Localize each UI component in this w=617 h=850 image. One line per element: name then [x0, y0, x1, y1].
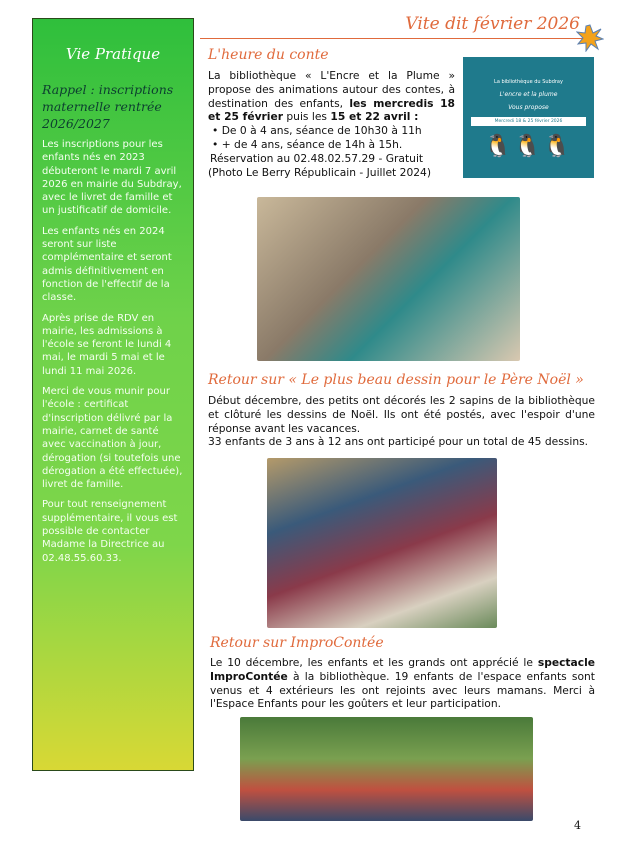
bullet: • De 0 à 4 ans, séance de 10h30 à 11h: [212, 124, 455, 138]
sidebar-paragraph: Pour tout renseignement supplémentaire, il vous est possible de contacter Madame la Directrice au 02.48.55.60.33.: [42, 499, 178, 564]
dessin-title: Retour sur « Le plus beau dessin pour le Père Noël »: [208, 372, 584, 388]
sidebar-paragraph: Les enfants nés en 2024 seront sur liste complémentaire et seront admis définitivement en fonction de l'effectif de la classe.: [42, 225, 172, 304]
drawings-photo: [267, 458, 497, 628]
sidebar-vie-pratique: [32, 18, 194, 771]
impro-title: Retour sur ImproContée: [210, 635, 384, 651]
sun-icon: [576, 24, 604, 52]
storytime-photo: [257, 197, 520, 361]
sidebar-paragraph: Après prise de RDV en mairie, les admissions à l'école se feront le lundi 4 mai, le mardi 5 mai et le lundi 11 mai 2026.: [42, 312, 172, 377]
sidebar-subtitle: Rappel : inscriptions maternelle rentrée 2026/2027: [42, 82, 174, 131]
sidebar-paragraph: Les inscriptions pour les enfants nés en 2023 débuteront le mardi 7 avril 2026 en mairie du Subdray, avec le livret de famille et un justificatif de domicile.: [42, 139, 182, 217]
improcontee-photo: [240, 717, 533, 821]
conte-title: L'heure du conte: [208, 47, 329, 63]
page-header-title: Vite dit février 2026: [405, 14, 580, 34]
sidebar-title: Vie Pratique: [65, 45, 161, 63]
header-divider: [200, 38, 585, 39]
dessin-text: Début décembre, des petits ont décorés les 2 sapins de la bibliothèque et clôturé les dessins de Noël. Ils ont été postés, avec l'espoir d'une réponse avant les vacances. 33 enfants de 3 ans à 12 ans ont participé pour un total de 45 dessins.: [208, 394, 595, 449]
impro-text: Le 10 décembre, les enfants et les grands ont apprécié le spectacle ImproContée à la bibliothèque. 19 enfants de l'espace enfants sont venus et 4 extérieurs les ont rejoints avec leurs mamans. Merci à l'Espace Enfants pour les goûters et leur participation.: [210, 656, 595, 711]
sidebar-paragraph: Merci de vous munir pour l'école : certificat d'inscription délivré par la mairie, carnet de santé avec vaccination à jour, dérogation (si toutefois une dérogation a été effectuée), livret de famille.: [42, 386, 183, 491]
storytime-poster: La bibliothèque du Subdray L'encre et la plume Vous propose Mercredi 18 & 25 février 2026 🐧🐧🐧: [463, 57, 594, 178]
penguins-icon: 🐧🐧🐧: [484, 134, 573, 159]
page-number: 4: [574, 819, 581, 832]
bullet: • + de 4 ans, séance de 14h à 15h.: [212, 138, 455, 152]
conte-text: La bibliothèque « L'Encre et la Plume » propose des animations autour des contes, à destination des enfants, les mercredis 18 et 25 février puis les 15 et 22 avril : • De 0 à 4 ans, séance de 10h30 à 11h • + de 4 ans, séance de 14h à 15h. Réservation au 02.48.02.57.29 - Gratuit (Photo Le Berry Républicain - Juillet 2024): [208, 69, 455, 179]
